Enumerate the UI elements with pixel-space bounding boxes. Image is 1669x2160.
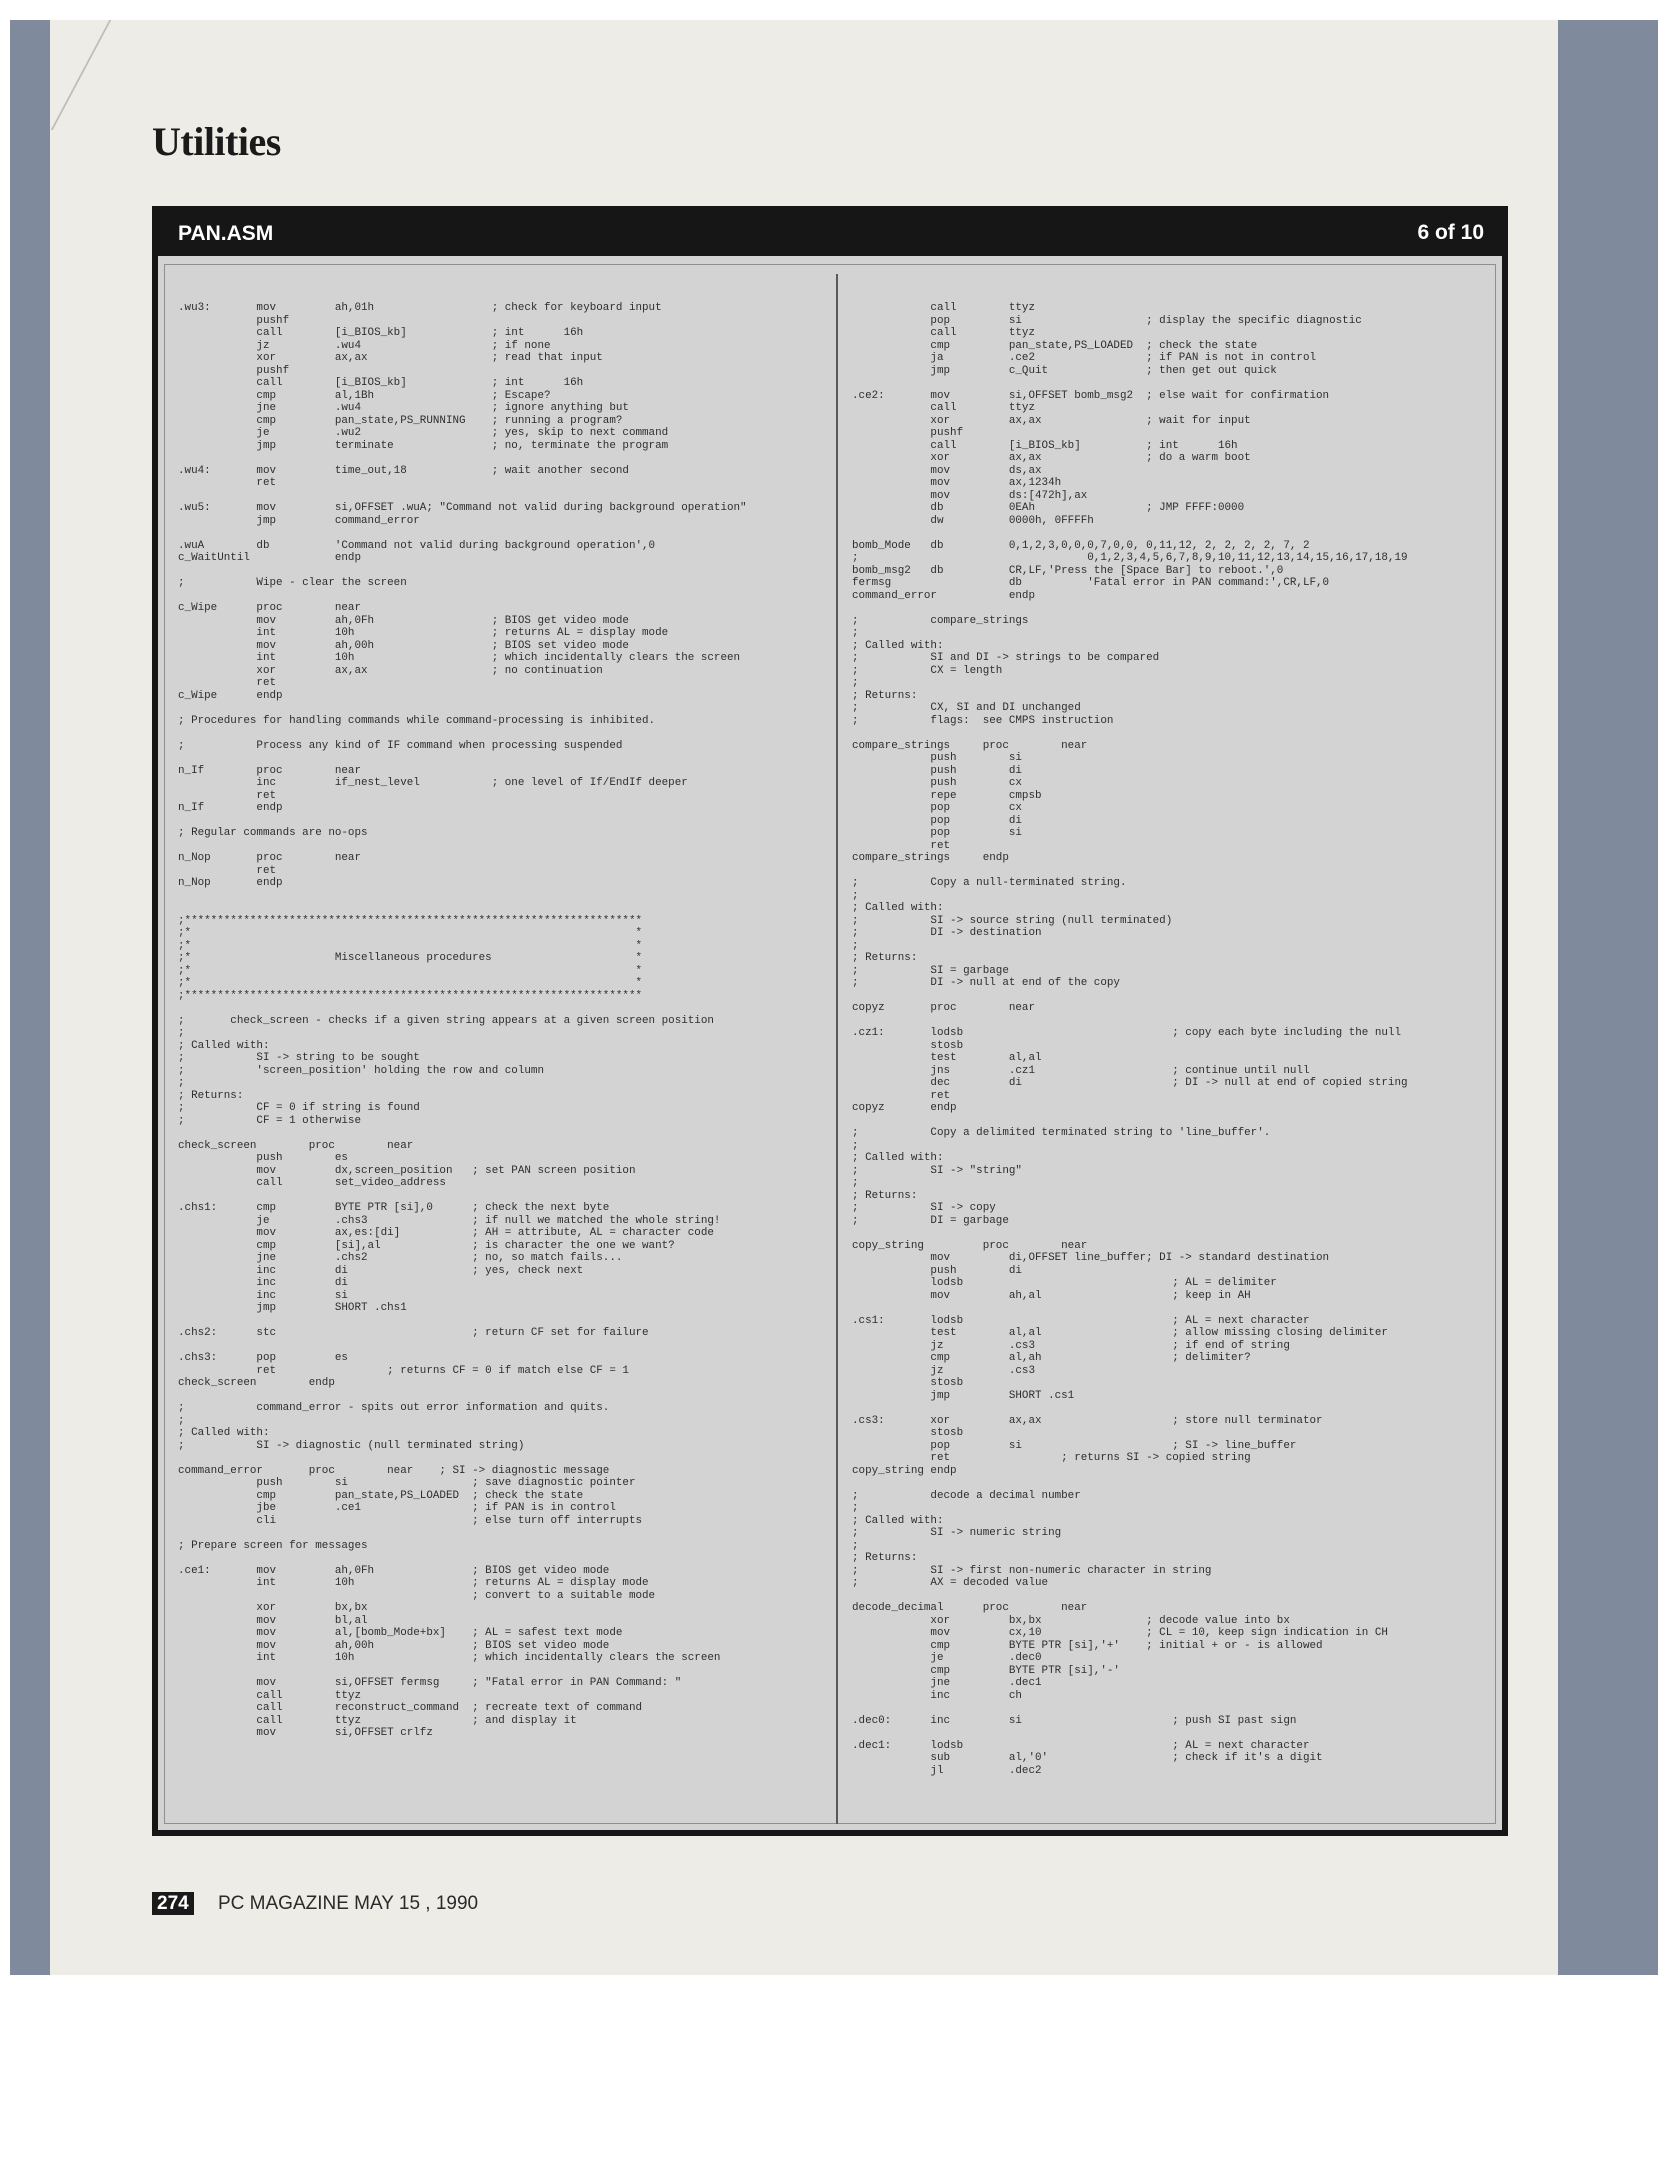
section-title: Utilities	[152, 119, 281, 164]
column-divider	[836, 274, 838, 1824]
code-listing-box	[152, 206, 1508, 1836]
listing-header	[158, 212, 1502, 256]
code-column-right: call ttyz pop si ; display the specific diagnostic call ttyz cmp pan_state,PS_LOADED ; check the state ja .ce2 ; if PAN is not in control jmp c_Quit ; then get out quick .ce2: mov si,OFFSET bomb_msg2 ; else wait for confirmation call ttyz xor ax,ax ; wait for input pushf call [i_BIOS_kb] ; int 16h xor ax,ax ; do a warm boot mov ds,ax mov ax,1234h mov ds:[472h],ax db 0EAh ; JMP FFFF:0000 dw 0000h, 0FFFFh bomb_Mode db 0,1,2,3,0,0,0,7,0,0, 0,11,12, 2, 2, 2, 2, 7, 2 ; 0,1,2,3,4,5,6,7,8,9,10,11,12,13,14,15,16,17,18,19 bomb_msg2 db CR,LF,'Press the [Space Bar] to reboot.',0 fermsg db 'Fatal error in PAN command:',CR,LF,0 command_error endp ; compare_strings ; ; Called with: ; SI and DI -> strings to be compared ; CX = length ; ; Returns: ; CX, SI and DI unchanged ; flags: see CMPS instruction compare_strings proc near push si push di push cx repe cmpsb pop cx pop di pop si ret compare_strings endp ; Copy a null-terminated string. ; ; Called with: ; SI -> source string (null terminated) ; DI -> destination ; ; Returns: ; SI = garbage ; DI -> null at end of the copy copyz proc near .cz1: lodsb ; copy each byte including the null stosb test al,al jns .cz1 ; continue until null dec di ; DI -> null at end of copied string ret copyz endp ; Copy a delimited terminated string to 'line_buffer'. ; ; Called with: ; SI -> "string" ; ; Returns: ; SI -> copy ; DI = garbage copy_string proc near mov di,OFFSET line_buffer; DI -> standard destination push di lodsb ; AL = delimiter mov ah,al ; keep in AH .cs1: lodsb ; AL = next character test al,al ; allow missing closing delimiter jz .cs3 ; if end of string cmp al,ah ; delimiter? jz .cs3 stosb jmp SHORT .cs1 .cs3: xor ax,ax ; store null terminator stosb pop si ; SI -> line_buffer ret ; returns SI -> copied string copy_string endp ; decode a decimal number ; ; Called with: ; SI -> numeric string ; ; Returns: ; SI -> first non-numeric character in string ; AX = decoded value decode_decimal proc near xor bx,bx ; decode value into bx mov cx,10 ; CL = 10, keep sign indication in CH cmp BYTE PTR [si],'+' ; initial + or - is allowed je .dec0 cmp BYTE PTR [si],'-' jne .dec1 inc ch .dec0: inc si ; push SI past sign .dec1: lodsb ; AL = next character sub al,'0' ; check if it's a digit jl .dec2	[852, 302, 1408, 1777]
code-column-left: .wu3: mov ah,01h ; check for keyboard input pushf call [i_BIOS_kb] ; int 16h jz .wu4 ; if none xor ax,ax ; read that input pushf call [i_BIOS_kb] ; int 16h cmp al,1Bh ; Escape? jne .wu4 ; ignore anything but cmp pan_state,PS_RUNNING ; running a program? je .wu2 ; yes, skip to next command jmp terminate ; no, terminate the program .wu4: mov time_out,18 ; wait another second ret .wu5: mov si,OFFSET .wuA; "Command not valid during background operation" jmp command_error .wuA db 'Command not valid during background operation',0 c_WaitUntil endp ; Wipe - clear the screen c_Wipe proc near mov ah,0Fh ; BIOS get video mode int 10h ; returns AL = display mode mov ah,00h ; BIOS set video mode int 10h ; which incidentally clears the screen xor ax,ax ; no continuation ret c_Wipe endp ; Procedures for handling commands while command-processing is inhibited. ; Process any kind of IF command when processing suspended n_If proc near inc if_nest_level ; one level of If/EndIf deeper ret n_If endp ; Regular commands are no-ops n_Nop proc near ret n_Nop endp ;********************************************************************** ;* * ;* * ;* Miscellaneous procedures * ;* * ;* * ;********************************************************************** ; check_screen - checks if a given string appears at a given screen position ; ; Called with: ; SI -> string to be sought ; 'screen_position' holding the row and column ; ; Returns: ; CF = 0 if string is found ; CF = 1 otherwise check_screen proc near push es mov dx,screen_position ; set PAN screen position call set_video_address .chs1: cmp BYTE PTR [si],0 ; check the next byte je .chs3 ; if null we matched the whole string! mov ax,es:[di] ; AH = attribute, AL = character code cmp [si],al ; is character the one we want? jne .chs2 ; no, so match fails... inc di ; yes, check next inc di inc si jmp SHORT .chs1 .chs2: stc ; return CF set for failure .chs3: pop es ret ; returns CF = 0 if match else CF = 1 check_screen endp ; command_error - spits out error information and quits. ; ; Called with: ; SI -> diagnostic (null terminated string) command_error proc near ; SI -> diagnostic message push si ; save diagnostic pointer cmp pan_state,PS_LOADED ; check the state jbe .ce1 ; if PAN is in control cli ; else turn off interrupts ; Prepare screen for messages .ce1: mov ah,0Fh ; BIOS get video mode int 10h ; returns AL = display mode ; convert to a suitable mode xor bx,bx mov bl,al mov al,[bomb_Mode+bx] ; AL = safest text mode mov ah,00h ; BIOS set video mode int 10h ; which incidentally clears the screen mov si,OFFSET fermsg ; "Fatal error in PAN Command: " call ttyz call reconstruct_command ; recreate text of command call ttyz ; and display it mov si,OFFSET crlfz	[178, 302, 747, 1739]
page-number: 274	[152, 1892, 194, 1915]
listing-filename: PAN.ASM	[178, 222, 274, 245]
listing-page-indicator: 6 of 10	[1417, 221, 1484, 244]
publication-line: PC MAGAZINE MAY 15 , 1990	[218, 1893, 479, 1914]
